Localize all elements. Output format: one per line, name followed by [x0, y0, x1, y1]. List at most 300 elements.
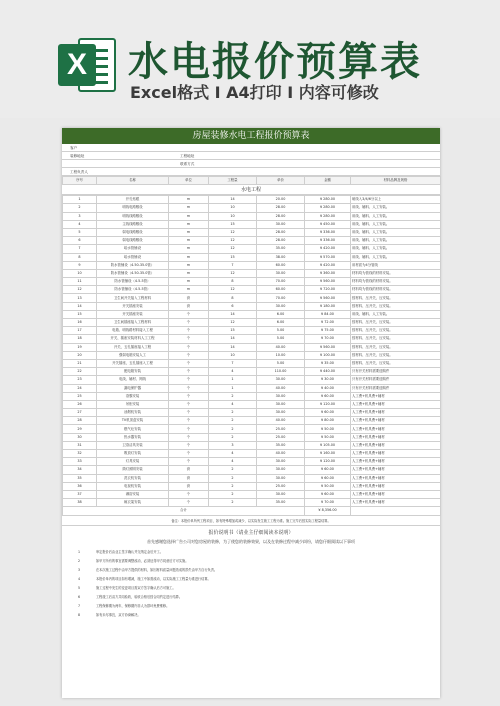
amount: ¥ 420.00 [305, 245, 351, 253]
unit-price: 28.00 [257, 204, 305, 212]
quantity: 2 [209, 482, 257, 490]
item-name: 防水管铺设（4.5-5管） [97, 286, 169, 294]
material-spec: 人工费+机具费+辅材 [351, 433, 441, 441]
material-spec: 人工费+机具费+辅材 [351, 490, 441, 498]
amount: ¥ 35.00 [305, 359, 351, 367]
row-index: 12 [63, 286, 97, 294]
row-index: 32 [63, 450, 97, 458]
unit: m [169, 228, 209, 236]
column-header: 金额 [305, 177, 351, 185]
remark-text: 备注：本报价单所列工程项目，如有特殊增加或减少，以实际发生施工工程为准。施工完毕后按实际工程量结算。 [62, 516, 440, 526]
quantity: 7 [209, 261, 257, 269]
unit: m [169, 278, 209, 286]
amount: ¥ 50.00 [305, 425, 351, 433]
unit-price: 40.00 [257, 343, 305, 351]
item-name: 弱电线路敷设 [97, 228, 169, 236]
row-index: 31 [63, 441, 97, 449]
unit: 套 [169, 294, 209, 302]
table-row [63, 409, 441, 417]
table-row [63, 458, 441, 466]
sheet-title: 房屋装修水电工程报价预算表 [62, 128, 440, 144]
amount: ¥ 60.00 [305, 409, 351, 417]
unit: 个 [169, 441, 209, 449]
description-item [62, 557, 440, 566]
quantity: 15 [209, 327, 257, 335]
material-spec: 按材料、压开关、压安装。 [351, 343, 441, 351]
table-row [63, 490, 441, 498]
row-index: 3 [63, 212, 97, 220]
unit: 个 [169, 417, 209, 425]
unit-price: 5.00 [257, 359, 305, 367]
material-spec: 人工费+机具费+辅材 [351, 499, 441, 507]
unit: m [169, 261, 209, 269]
table-row [63, 327, 441, 335]
unit-price: 110.00 [257, 368, 305, 376]
unit: 个 [169, 376, 209, 384]
amount: ¥ 50.00 [305, 482, 351, 490]
excel-logo-icon [58, 34, 120, 96]
item-name: 晾衣架安装 [97, 499, 169, 507]
unit: 个 [169, 319, 209, 327]
column-header: 序号 [63, 177, 97, 185]
item-name: 热水器安装 [97, 433, 169, 441]
table-row [63, 368, 441, 376]
unit-price: 5.00 [257, 335, 305, 343]
material-spec: 材料均为管线的材料安装。 [351, 278, 441, 286]
page-title: 水电报价预算表 [128, 39, 422, 85]
amount: ¥ 450.00 [305, 220, 351, 228]
quantity: 10 [209, 212, 257, 220]
amount: ¥ 72.00 [305, 319, 351, 327]
table-row [63, 302, 441, 310]
quote-table [62, 176, 441, 185]
item-name: 开关插座安装 [97, 302, 169, 310]
row-index: 35 [63, 474, 97, 482]
item-name: 灯具安装 [97, 458, 169, 466]
item-name: 漏电保护器 [97, 384, 169, 392]
quantity: 1 [209, 384, 257, 392]
quantity: 10 [209, 204, 257, 212]
material-spec: 按材料、压开关、压安装。 [351, 302, 441, 310]
row-index: 19 [63, 343, 97, 351]
info-label: 装修地址 [70, 154, 85, 158]
table-row [63, 376, 441, 384]
unit: m [169, 269, 209, 277]
description-number: 5 [77, 585, 81, 590]
table-row [63, 278, 441, 286]
material-spec: 按材料、压开关、压安装。 [351, 294, 441, 302]
table-row [63, 310, 441, 318]
unit: m [169, 245, 209, 253]
row-index: 11 [63, 278, 97, 286]
item-name: 筒灯照明安装 [97, 466, 169, 474]
table-row [63, 196, 441, 204]
description-list [62, 548, 440, 620]
description-text: 如有未尽事宜，双方协商解决。 [96, 612, 141, 617]
item-name: 防水管铺设（4.50-35.0管） [97, 261, 169, 269]
unit: m [169, 220, 209, 228]
material-spec: 按材料、压开关、压安装。 [351, 327, 441, 335]
quantity: 15 [209, 220, 257, 228]
table-row [63, 384, 441, 392]
description-number: 6 [77, 594, 81, 599]
quantity: 1 [209, 376, 257, 384]
description-item [62, 593, 440, 602]
section-heading: 水电工程 [62, 185, 440, 195]
description-item [62, 575, 440, 584]
material-spec: 人工费+机具费+辅材 [351, 458, 441, 466]
unit-price: 30.00 [257, 269, 305, 277]
unit: 个 [169, 335, 209, 343]
table-row [63, 286, 441, 294]
amount: ¥ 75.00 [305, 327, 351, 335]
table-row [63, 474, 441, 482]
unit: 个 [169, 351, 209, 359]
description-item [62, 584, 440, 593]
quantity: 14 [209, 335, 257, 343]
unit: 个 [169, 359, 209, 367]
material-spec: 人工费+机具费+辅材 [351, 425, 441, 433]
info-value [142, 144, 150, 151]
amount: ¥ 40.00 [305, 384, 351, 392]
unit-price: 25.00 [257, 482, 305, 490]
material-spec: 材料均为管线的材料安装。 [351, 269, 441, 277]
amount: ¥ 30.00 [305, 376, 351, 384]
unit-price: 25.00 [257, 425, 305, 433]
unit-price: 60.00 [257, 261, 305, 269]
description-text: 施工过程中发生的变更项目需双方签字确认后方可施工。 [96, 585, 176, 590]
row-index: 2 [63, 204, 97, 212]
table-row [63, 343, 441, 351]
quantity: 14 [209, 343, 257, 351]
material-spec: 人工费+机具费+辅材 [351, 482, 441, 490]
quantity: 2 [209, 433, 257, 441]
amount: ¥ 720.00 [305, 286, 351, 294]
unit: 个 [169, 458, 209, 466]
item-name: 明线线路敷设 [97, 212, 169, 220]
unit-price: 30.00 [257, 458, 305, 466]
quantity: 4 [209, 368, 257, 376]
row-index: 22 [63, 368, 97, 376]
unit-price: 20.00 [257, 196, 305, 204]
unit-price: 30.00 [257, 490, 305, 498]
unit-price: 6.00 [257, 310, 305, 318]
amount: ¥ 70.00 [305, 499, 351, 507]
description-number: 1 [77, 549, 81, 554]
unit: 套 [169, 466, 209, 474]
quantity: 4 [209, 400, 257, 408]
amount: ¥ 360.00 [305, 269, 351, 277]
info-label: 联系方式 [180, 162, 195, 166]
total-row [63, 507, 441, 515]
unit-price: 25.00 [257, 433, 305, 441]
info-label: 工程负责人 [70, 170, 88, 174]
description-text: 在本次施工过程中由甲方提供的材料，如因材料质量问题造成的损失由甲方自行负责。 [96, 567, 218, 572]
row-index: 7 [63, 245, 97, 253]
table-row [63, 466, 441, 474]
item-name: 卫浴洁具安装 [97, 441, 169, 449]
amount: ¥ 80.00 [305, 417, 351, 425]
quantity: 2 [209, 474, 257, 482]
amount: ¥ 160.00 [305, 450, 351, 458]
material-spec: 用线、辅料、人工安装。 [351, 237, 441, 245]
unit: 个 [169, 343, 209, 351]
material-spec: 人工费+机具费+辅材 [351, 392, 441, 400]
amount: ¥ 60.00 [305, 474, 351, 482]
unit: 个 [169, 499, 209, 507]
table-row [63, 261, 441, 269]
item-name: 电视机安装 [97, 482, 169, 490]
unit-price: 30.00 [257, 220, 305, 228]
unit: 个 [169, 368, 209, 376]
description-number: 8 [77, 612, 81, 617]
total-amount: ¥ 8,356.00 [305, 507, 351, 515]
material-spec: 人工费+机具费+辅材 [351, 474, 441, 482]
unit: 个 [169, 400, 209, 408]
table-row [63, 237, 441, 245]
row-index: 28 [63, 417, 97, 425]
unit-price: 28.00 [257, 212, 305, 220]
row-index: 38 [63, 499, 97, 507]
table-row [63, 441, 441, 449]
info-row [62, 160, 440, 168]
item-name: 卫生间插座接入工程材料 [97, 319, 169, 327]
amount: ¥ 105.00 [305, 441, 351, 449]
quantity: 10 [209, 351, 257, 359]
info-row [62, 144, 440, 152]
description-number: 2 [77, 558, 81, 563]
material-spec: 人工费+机具费+辅材 [351, 400, 441, 408]
quantity: 14 [209, 310, 257, 318]
info-label [62, 160, 172, 167]
item-name: 吊柜安装 [97, 400, 169, 408]
table-row [63, 392, 441, 400]
column-header: 材料品牌及规格 [351, 177, 441, 185]
item-name: 开关、插座安装材料人工工程 [97, 335, 169, 343]
material-spec: 用线、辅料、人工安装。 [351, 245, 441, 253]
material-spec: 按材料、压开关、压安装。 [351, 359, 441, 367]
row-index: 21 [63, 359, 97, 367]
description-number: 7 [77, 603, 81, 608]
item-name: 主线线路敷设 [97, 220, 169, 228]
row-index: 14 [63, 302, 97, 310]
quantity: 15 [209, 253, 257, 261]
total-label: 合计 [63, 507, 305, 515]
table-row [63, 245, 441, 253]
material-spec: 只有开关材料需要选购件 [351, 376, 441, 384]
unit: m [169, 286, 209, 294]
material-spec: 用线、辅料、人工安装。 [351, 204, 441, 212]
amount: ¥ 70.00 [305, 335, 351, 343]
material-spec: 按材料、压开关、压安装。 [351, 319, 441, 327]
item-name: 洗衣机安装 [97, 474, 169, 482]
unit-price: 35.00 [257, 245, 305, 253]
item-name: 配电箱安装 [97, 368, 169, 376]
amount: ¥ 280.00 [305, 196, 351, 204]
quantity: 2 [209, 425, 257, 433]
row-index: 18 [63, 335, 97, 343]
quantity: 4 [209, 458, 257, 466]
description-number: 4 [77, 576, 81, 581]
material-spec: 只有开关材料需要选购件 [351, 368, 441, 376]
description-text: 工程竣工后双方共同验收，验收合格后按合同约定进行结算。 [96, 594, 183, 599]
unit-price: 35.00 [257, 441, 305, 449]
unit: m [169, 253, 209, 261]
description-item [62, 602, 440, 611]
row-index: 5 [63, 228, 97, 236]
material-spec: 人工费+机具费+辅材 [351, 450, 441, 458]
row-index: 25 [63, 392, 97, 400]
amount: ¥ 280.00 [305, 204, 351, 212]
description-item [62, 566, 440, 575]
unit-price: 30.00 [257, 474, 305, 482]
unit: 个 [169, 409, 209, 417]
description-text: 工程保修期为两年，保修期内非人为损坏免费维修。 [96, 603, 170, 608]
amount: ¥ 50.00 [305, 433, 351, 441]
quantity: 14 [209, 196, 257, 204]
row-index: 15 [63, 310, 97, 318]
unit-price: 40.00 [257, 384, 305, 392]
material-spec: 人工费+机具费+辅材 [351, 409, 441, 417]
material-spec: 用材质为4分管线 [351, 261, 441, 269]
unit-price: 5.00 [257, 327, 305, 335]
material-spec: 只有开关材料需要选购件 [351, 384, 441, 392]
description-text: 本报价单内的项目如有增减，施工中如需改动，以实际施工工程量为准进行结算。 [96, 576, 211, 581]
table-row [63, 359, 441, 367]
quantity: 2 [209, 417, 257, 425]
unit: m [169, 212, 209, 220]
description-text: 如甲方所有的事宜需要调整改动，必须征得甲方同意后方可实施。 [96, 558, 189, 563]
amount: ¥ 280.00 [305, 212, 351, 220]
item-name: 强弱电箱安装人工 [97, 351, 169, 359]
info-row [62, 152, 440, 160]
item-name: 电线、辅材、网线 [97, 376, 169, 384]
amount: ¥ 120.00 [305, 458, 351, 466]
quantity: 4 [209, 450, 257, 458]
table-row [63, 433, 441, 441]
amount: ¥ 570.00 [305, 253, 351, 261]
item-name: 弱电线路敷设 [97, 237, 169, 245]
description-text: 审定报价后由业主签字确认并交纳定金后开工。 [96, 549, 163, 554]
amount: ¥ 560.00 [305, 278, 351, 286]
amount: ¥ 60.00 [305, 466, 351, 474]
table-row [63, 335, 441, 343]
quote-table-body [62, 195, 441, 515]
row-index: 8 [63, 253, 97, 261]
unit-price: 38.00 [257, 253, 305, 261]
unit-price: 30.00 [257, 376, 305, 384]
table-row [63, 212, 441, 220]
table-header-row [63, 177, 441, 185]
description-number: 3 [77, 567, 81, 572]
unit: 个 [169, 490, 209, 498]
row-index: 36 [63, 482, 97, 490]
unit-price: 30.00 [257, 392, 305, 400]
row-index: 33 [63, 458, 97, 466]
material-spec: 用线、辅料、人工安装。 [351, 310, 441, 318]
unit-price: 40.00 [257, 450, 305, 458]
quantity: 6 [209, 302, 257, 310]
material-spec: 用线、辅料、人工安装。 [351, 212, 441, 220]
row-index: 24 [63, 384, 97, 392]
item-name: 开孔钻眼 [97, 196, 169, 204]
item-name: 电箱、明线路材料接入工程 [97, 327, 169, 335]
item-name: 防水管铺设（4.5-5管） [97, 278, 169, 286]
amount: ¥ 60.00 [305, 392, 351, 400]
table-row [63, 400, 441, 408]
table-row [63, 269, 441, 277]
amount: ¥ 560.00 [305, 294, 351, 302]
table-row [63, 220, 441, 228]
table-row [63, 253, 441, 261]
column-header: 单价 [257, 177, 305, 185]
quantity: 7 [209, 359, 257, 367]
column-header: 名称 [97, 177, 169, 185]
table-row [63, 450, 441, 458]
table-row [63, 204, 441, 212]
material-spec: 人工费+机具费+辅材 [351, 441, 441, 449]
unit-price: 10.00 [257, 351, 305, 359]
item-name: 开关、五孔插座接入工程 [97, 343, 169, 351]
amount: ¥ 336.00 [305, 228, 351, 236]
unit: 个 [169, 392, 209, 400]
quantity: 2 [209, 392, 257, 400]
unit: m [169, 196, 209, 204]
info-label: 工程地址 [180, 154, 195, 158]
unit-price: 30.00 [257, 400, 305, 408]
page-subtitle: Excel格式 I A4打印 I 内容可修改 [130, 83, 379, 102]
material-spec: 人工费+机具费+辅材 [351, 466, 441, 474]
row-index: 29 [63, 425, 97, 433]
quantity: 12 [209, 228, 257, 236]
material-spec: 用线、辅料、人工安装。 [351, 220, 441, 228]
quantity: 2 [209, 499, 257, 507]
material-spec: 按材料、压开关、压安装。 [351, 335, 441, 343]
unit: 个 [169, 327, 209, 335]
item-name: 开关插座安装 [97, 310, 169, 318]
row-index: 34 [63, 466, 97, 474]
quantity: 3 [209, 441, 257, 449]
info-row [62, 168, 440, 176]
unit-price: 30.00 [257, 409, 305, 417]
unit: 个 [169, 310, 209, 318]
row-index: 6 [63, 237, 97, 245]
amount: ¥ 100.00 [305, 351, 351, 359]
item-name: 开关插座，五孔插座入工程 [97, 359, 169, 367]
item-name: 卫生间开关接入工程材料 [97, 294, 169, 302]
unit-price: 70.00 [257, 278, 305, 286]
quantity: 2 [209, 490, 257, 498]
quantity: 12 [209, 269, 257, 277]
table-row [63, 294, 441, 302]
unit: 个 [169, 425, 209, 433]
amount: ¥ 120.00 [305, 400, 351, 408]
unit-price: 6.00 [257, 319, 305, 327]
row-index: 13 [63, 294, 97, 302]
unit: 个 [169, 450, 209, 458]
material-spec: 人工费+机具费+辅材 [351, 417, 441, 425]
cover-banner [0, 0, 500, 118]
unit-price: 30.00 [257, 302, 305, 310]
row-index: 30 [63, 433, 97, 441]
unit-price: 60.00 [257, 286, 305, 294]
amount: ¥ 84.00 [305, 310, 351, 318]
unit: 个 [169, 433, 209, 441]
amount: ¥ 560.00 [305, 343, 351, 351]
quantity: 12 [209, 237, 257, 245]
unit-price: 70.00 [257, 294, 305, 302]
unit-price: 28.00 [257, 228, 305, 236]
